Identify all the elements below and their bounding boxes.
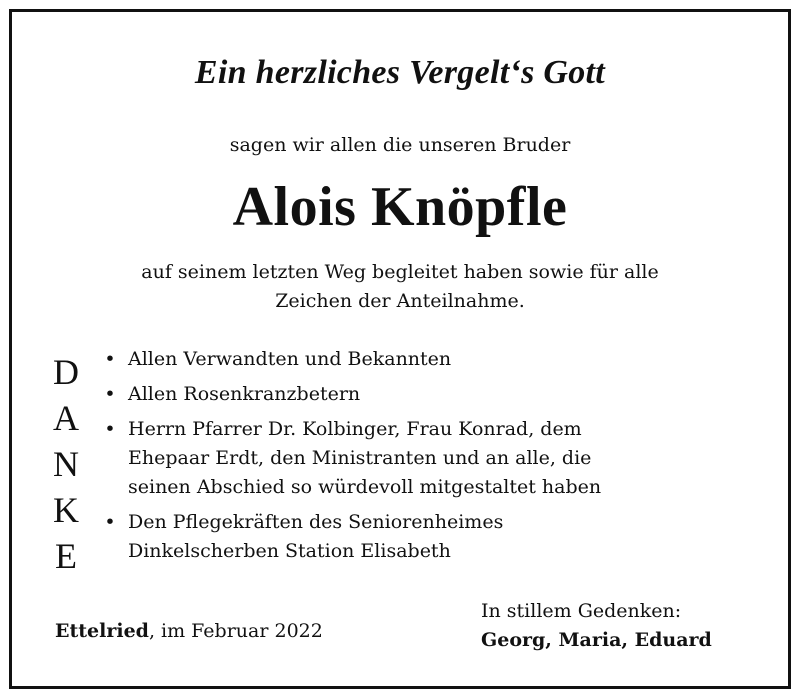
bullet-icon: • [104,348,116,370]
mourner-names: Georg, Maria, Eduard [481,629,712,651]
deceased-name: Alois Knöpfle [232,176,568,238]
thanks-line-1: auf seinem letzten Weg begleitet haben sowie für alle [141,261,659,283]
list-item [100,415,720,502]
danke-vertical [46,349,86,579]
list-item-text: Allen Verwandten und Bekannten [128,348,452,370]
list-item-text: Dinkelscherben Station Elisabeth [128,540,451,562]
list-item-text: seinen Abschied so würdevoll mitgestaltet haben [128,476,602,498]
danke-letter: K [53,490,79,530]
danke-letter: A [53,398,79,438]
date-text: , im Februar 2022 [148,620,323,642]
thanks-line-2: Zeichen der Anteilnahme. [275,290,525,312]
list-item-text: Allen Rosenkranzbetern [128,383,361,405]
place-name: Ettelried [55,620,149,642]
list-item-text: Herrn Pfarrer Dr. Kolbinger, Frau Konrad, dem [128,418,582,440]
mourn-label: In stillem Gedenken: [481,600,682,622]
thanks-paragraph [60,258,740,316]
place-date [55,620,323,642]
danke-letter: N [53,444,79,484]
list-item [100,380,720,409]
list-item [100,345,720,374]
list-item-text: Ehepaar Erdt, den Ministranten und an alle, die [128,447,592,469]
thanks-list [100,345,720,572]
list-item [100,508,720,566]
mourners-block [481,597,712,655]
danke-letter: E [55,536,77,576]
bullet-icon: • [104,383,116,405]
list-item-text: Den Pflegekräften des Seniorenheimes [128,511,504,533]
bullet-icon: • [104,511,116,533]
headline: Ein herzliches Vergelt‘s Gott [194,54,606,91]
intro-line: sagen wir allen die unseren Bruder [229,134,571,156]
bullet-icon: • [104,418,116,440]
danke-letter: D [53,352,79,392]
